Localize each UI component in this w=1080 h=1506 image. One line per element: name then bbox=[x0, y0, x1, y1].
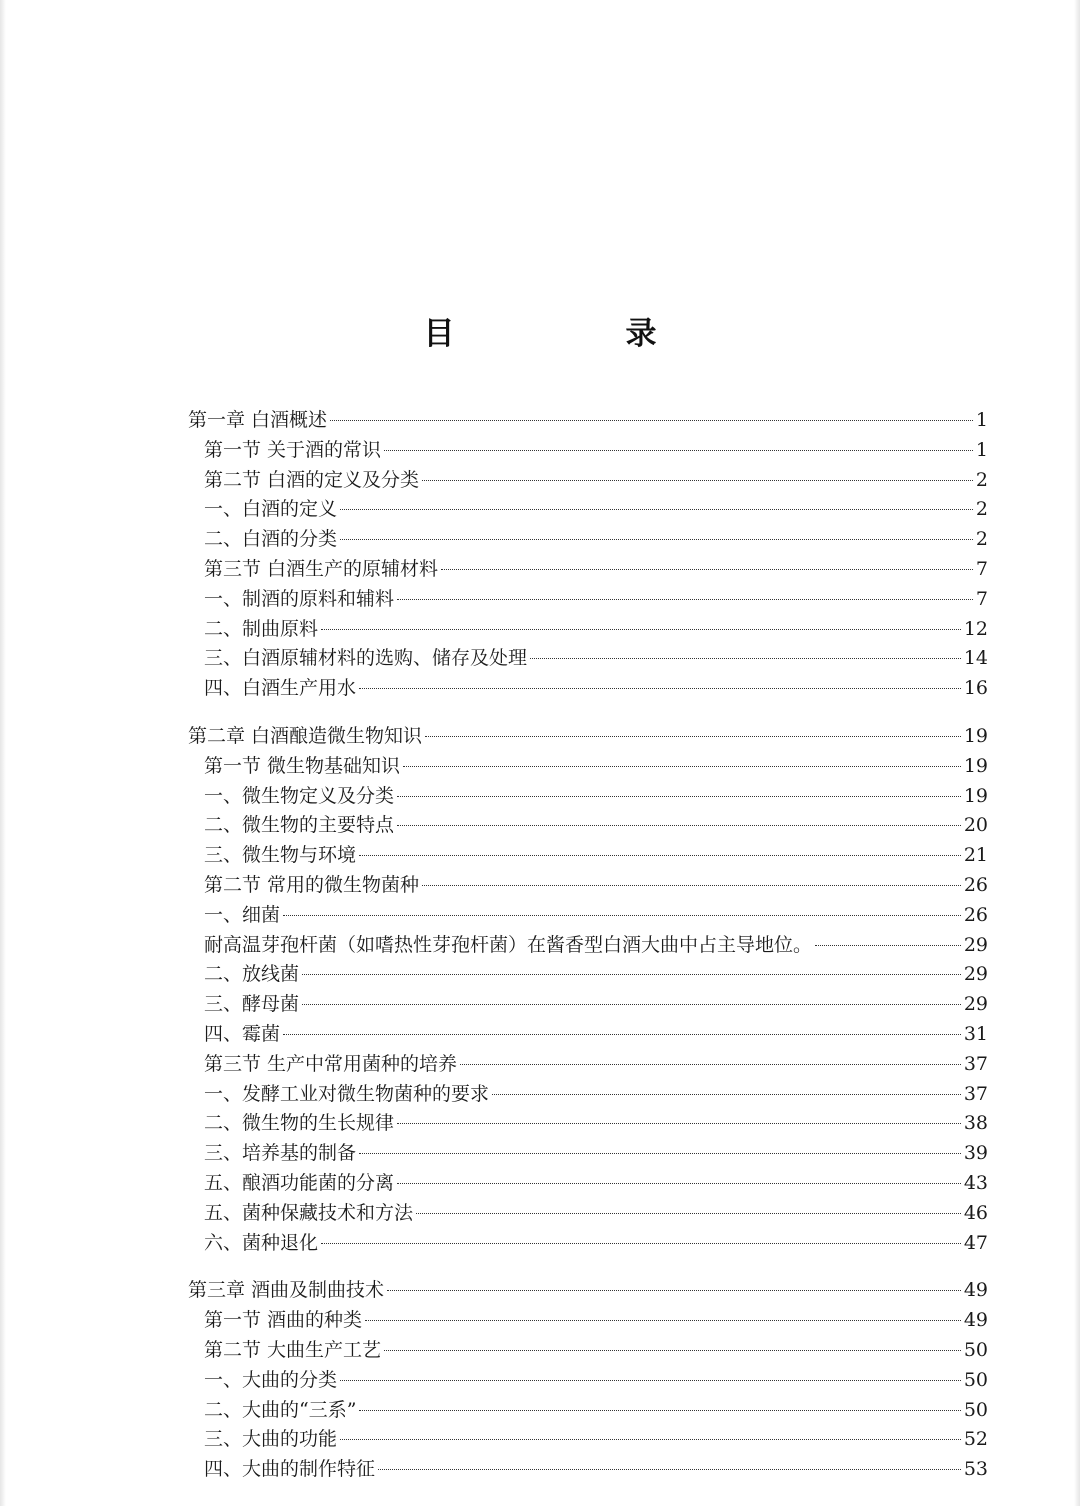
toc-page-number: 21 bbox=[963, 844, 988, 867]
toc-page-number: 37 bbox=[963, 1052, 988, 1075]
toc-entry-label: 四、大曲的制作特征 bbox=[204, 1458, 376, 1481]
toc-page-number: 2 bbox=[975, 498, 988, 521]
toc-page-number: 7 bbox=[975, 557, 988, 580]
toc-page-number: 43 bbox=[963, 1171, 988, 1194]
toc-subsection-entry[interactable] bbox=[188, 495, 988, 525]
toc-subsection-entry[interactable] bbox=[188, 811, 988, 841]
toc-section-entry[interactable] bbox=[188, 752, 988, 782]
toc-entry-label: 二、大曲的“三系” bbox=[204, 1398, 357, 1421]
toc-dot-leader bbox=[422, 480, 973, 481]
toc-dot-leader bbox=[397, 796, 961, 797]
toc-entry-label: 三、微生物与环境 bbox=[204, 844, 357, 867]
toc-dot-leader bbox=[460, 1064, 961, 1065]
toc-subsection-entry[interactable] bbox=[188, 901, 988, 931]
toc-subsection-entry[interactable] bbox=[188, 1229, 988, 1259]
toc-dot-leader bbox=[815, 945, 961, 946]
toc-entry-label: 五、酿酒功能菌的分离 bbox=[204, 1171, 395, 1194]
toc-entry-label: 第三节 生产中常用菌种的培养 bbox=[204, 1052, 458, 1075]
toc-entry-label: 一、微生物定义及分类 bbox=[204, 784, 395, 807]
toc-page-number: 49 bbox=[963, 1279, 988, 1302]
toc-entry-label: 五、菌种保藏技术和方法 bbox=[204, 1201, 414, 1224]
toc-dot-leader bbox=[397, 1183, 961, 1184]
toc-page-number: 19 bbox=[963, 784, 988, 807]
toc-entry-label: 第三节 白酒生产的原辅材料 bbox=[204, 557, 439, 580]
toc-dot-leader bbox=[387, 1290, 961, 1291]
toc-subsection-entry[interactable] bbox=[188, 1199, 988, 1229]
toc-dot-leader bbox=[359, 1410, 960, 1411]
toc-subsection-entry[interactable] bbox=[188, 585, 988, 615]
toc-page-number: 14 bbox=[963, 647, 988, 670]
toc-dot-leader bbox=[384, 1350, 961, 1351]
toc-dot-leader bbox=[384, 450, 973, 451]
toc-subsection-entry[interactable] bbox=[188, 525, 988, 555]
toc-entry-label: 二、制曲原料 bbox=[204, 617, 319, 640]
toc-page-number: 1 bbox=[975, 438, 988, 461]
toc-subsection-entry[interactable] bbox=[188, 1425, 988, 1455]
toc-subsection-entry[interactable] bbox=[188, 782, 988, 812]
toc-subsection-entry[interactable] bbox=[188, 960, 988, 990]
toc-entry-label: 二、放线菌 bbox=[204, 963, 300, 986]
toc-entry-label: 第二章 白酒酿造微生物知识 bbox=[188, 724, 423, 747]
toc-section-entry[interactable] bbox=[188, 555, 988, 585]
toc-entry-label: 三、培养基的制备 bbox=[204, 1142, 357, 1165]
toc-subsection-entry[interactable] bbox=[188, 615, 988, 645]
toc-entry-label: 二、微生物的生长规律 bbox=[204, 1112, 395, 1135]
toc-page-number: 29 bbox=[963, 993, 988, 1016]
toc-dot-leader bbox=[422, 885, 961, 886]
toc-dot-leader bbox=[283, 915, 961, 916]
toc-chapter-block bbox=[188, 1276, 988, 1485]
toc-entry-label: 第一节 酒曲的种类 bbox=[204, 1309, 363, 1332]
toc-section-entry[interactable] bbox=[188, 436, 988, 466]
page-edge-left bbox=[0, 0, 6, 1506]
toc-entry-label: 一、白酒的定义 bbox=[204, 498, 338, 521]
toc-chapter-entry[interactable] bbox=[188, 722, 988, 752]
toc-dot-leader bbox=[397, 1123, 961, 1124]
toc-chapter-block bbox=[188, 722, 988, 1258]
toc-page-number: 20 bbox=[963, 814, 988, 837]
toc-page-number: 31 bbox=[963, 1022, 988, 1045]
toc-section-entry[interactable] bbox=[188, 1336, 988, 1366]
toc-subsection-entry[interactable] bbox=[188, 1109, 988, 1139]
toc-section-entry[interactable] bbox=[188, 1306, 988, 1336]
toc-entry-label: 第一节 微生物基础知识 bbox=[204, 754, 401, 777]
page-edge-right bbox=[1074, 0, 1080, 1506]
toc-dot-leader bbox=[330, 420, 973, 421]
toc-page-number: 39 bbox=[963, 1142, 988, 1165]
toc-page-number: 29 bbox=[963, 933, 988, 956]
toc-dot-leader bbox=[302, 974, 961, 975]
toc-entry-label: 三、大曲的功能 bbox=[204, 1428, 338, 1451]
toc-page-number: 50 bbox=[963, 1338, 988, 1361]
page-title: 目 录 bbox=[423, 316, 727, 352]
toc-page-number: 52 bbox=[963, 1428, 988, 1451]
toc-entry-label: 四、霉菌 bbox=[204, 1022, 281, 1045]
toc-entry-label: 第一章 白酒概述 bbox=[188, 409, 328, 431]
toc-dot-leader bbox=[416, 1213, 961, 1214]
toc-page-number: 7 bbox=[975, 587, 988, 610]
table-of-contents bbox=[188, 406, 988, 1503]
toc-page-number: 38 bbox=[963, 1112, 988, 1135]
toc-dot-leader bbox=[530, 658, 961, 659]
toc-dot-leader bbox=[441, 569, 973, 570]
toc-dot-leader bbox=[302, 1004, 961, 1005]
toc-entry-label: 二、微生物的主要特点 bbox=[204, 814, 395, 837]
toc-section-entry[interactable] bbox=[188, 1050, 988, 1080]
toc-entry-label: 三、白酒原辅材料的选购、储存及处理 bbox=[204, 647, 528, 670]
toc-dot-leader bbox=[425, 736, 961, 737]
toc-dot-leader bbox=[340, 1380, 961, 1381]
toc-page-number: 49 bbox=[963, 1309, 988, 1332]
toc-page-number: 19 bbox=[963, 724, 988, 747]
toc-subsection-entry[interactable] bbox=[188, 1366, 988, 1396]
toc-dot-leader bbox=[403, 766, 961, 767]
toc-entry-label: 第二节 常用的微生物菌种 bbox=[204, 873, 420, 896]
toc-entry-label: 第二节 白酒的定义及分类 bbox=[204, 468, 420, 491]
toc-entry-label: 四、白酒生产用水 bbox=[204, 677, 357, 700]
toc-dot-leader bbox=[365, 1320, 961, 1321]
toc-page-number: 46 bbox=[963, 1201, 988, 1224]
toc-dot-leader bbox=[359, 855, 961, 856]
toc-chapter-entry[interactable] bbox=[188, 406, 988, 436]
toc-subsection-entry[interactable] bbox=[188, 1080, 988, 1110]
toc-subsection-entry[interactable] bbox=[188, 841, 988, 871]
toc-page-number: 16 bbox=[963, 677, 988, 700]
toc-dot-leader bbox=[340, 1439, 961, 1440]
toc-dot-leader bbox=[321, 629, 961, 630]
toc-section-entry[interactable] bbox=[188, 871, 988, 901]
toc-entry-label: 耐高温芽孢杆菌（如嗜热性芽孢杆菌）在酱香型白酒大曲中占主导地位。 bbox=[204, 933, 813, 956]
toc-chapter-entry[interactable] bbox=[188, 1276, 988, 1306]
toc-subsection-entry[interactable] bbox=[188, 990, 988, 1020]
toc-entry-label: 六、菌种退化 bbox=[204, 1231, 319, 1254]
toc-page-number: 19 bbox=[963, 754, 988, 777]
toc-entry-label: 一、发酵工业对微生物菌种的要求 bbox=[204, 1082, 490, 1105]
toc-subsection-entry[interactable] bbox=[188, 931, 988, 961]
toc-page-number: 2 bbox=[975, 468, 988, 491]
toc-subsection-entry[interactable] bbox=[188, 644, 988, 674]
toc-page-number: 50 bbox=[963, 1398, 988, 1421]
toc-entry-label: 一、大曲的分类 bbox=[204, 1368, 338, 1391]
toc-dot-leader bbox=[340, 509, 973, 510]
toc-subsection-entry[interactable] bbox=[188, 1020, 988, 1050]
toc-section-entry[interactable] bbox=[188, 466, 988, 496]
toc-page-number: 1 bbox=[975, 409, 988, 431]
toc-entry-label: 第一节 关于酒的常识 bbox=[204, 438, 382, 461]
toc-dot-leader bbox=[359, 1153, 961, 1154]
toc-dot-leader bbox=[378, 1469, 961, 1470]
toc-dot-leader bbox=[359, 688, 961, 689]
toc-page-number: 12 bbox=[963, 617, 988, 640]
toc-subsection-entry[interactable] bbox=[188, 1169, 988, 1199]
toc-entry-label: 一、细菌 bbox=[204, 903, 281, 926]
toc-subsection-entry[interactable] bbox=[188, 674, 988, 704]
toc-page-number: 29 bbox=[963, 963, 988, 986]
toc-dot-leader bbox=[397, 825, 961, 826]
toc-entry-label: 三、酵母菌 bbox=[204, 993, 300, 1016]
toc-dot-leader bbox=[492, 1094, 961, 1095]
toc-dot-leader bbox=[340, 539, 973, 540]
toc-entry-label: 第二节 大曲生产工艺 bbox=[204, 1338, 382, 1361]
toc-dot-leader bbox=[397, 599, 973, 600]
toc-dot-leader bbox=[283, 1034, 961, 1035]
toc-subsection-entry[interactable] bbox=[188, 1455, 988, 1485]
toc-entry-label: 二、白酒的分类 bbox=[204, 528, 338, 551]
toc-page-number: 2 bbox=[975, 528, 988, 551]
toc-entry-label: 一、制酒的原料和辅料 bbox=[204, 587, 395, 610]
toc-subsection-entry[interactable] bbox=[188, 1396, 988, 1426]
toc-page-number: 26 bbox=[963, 873, 988, 896]
toc-subsection-entry[interactable] bbox=[188, 1139, 988, 1169]
toc-dot-leader bbox=[321, 1243, 961, 1244]
toc-page-number: 53 bbox=[963, 1458, 988, 1481]
toc-page-number: 47 bbox=[963, 1231, 988, 1254]
toc-page-number: 50 bbox=[963, 1368, 988, 1391]
toc-page-number: 26 bbox=[963, 903, 988, 926]
toc-page-number: 37 bbox=[963, 1082, 988, 1105]
toc-chapter-block bbox=[188, 406, 988, 704]
toc-entry-label: 第三章 酒曲及制曲技术 bbox=[188, 1279, 385, 1302]
